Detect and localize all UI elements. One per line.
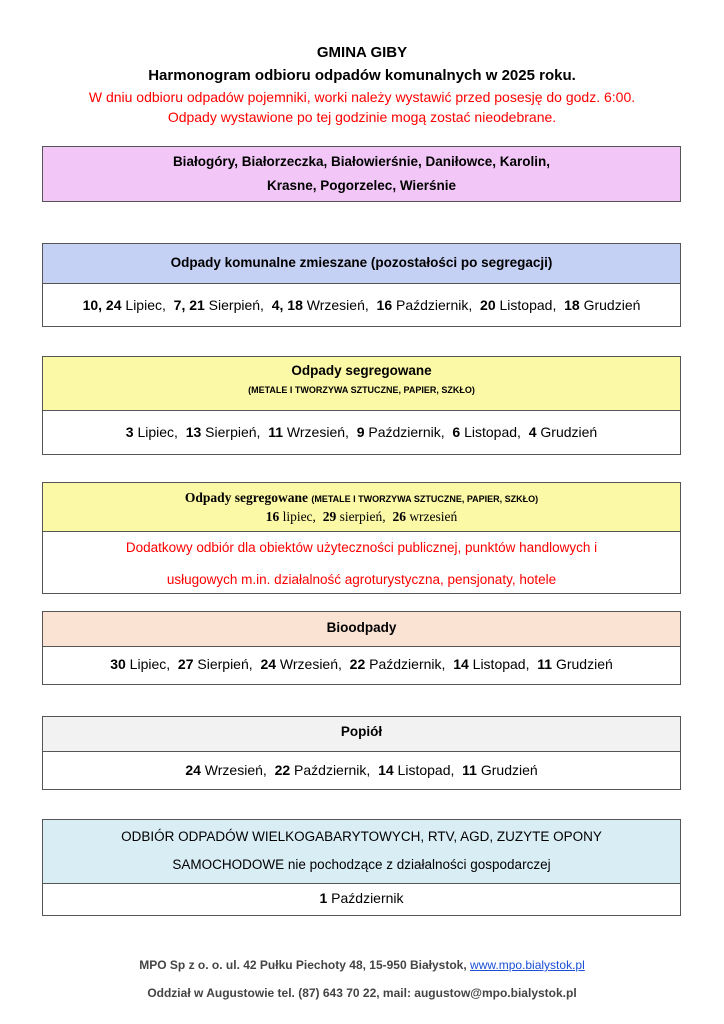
villages-line-1: Białogóry, Białorzeczka, Białowierśnie, Daniłowce, Karolin, — [172, 154, 551, 169]
date-month: Listopad, — [460, 424, 521, 440]
date-entry — [126, 424, 178, 440]
date-entry — [350, 656, 446, 672]
segregated-waste-dates — [43, 411, 680, 454]
date-days: 10, 24 — [82, 297, 122, 313]
date-entry — [378, 762, 454, 778]
segregated-extra-note — [43, 532, 680, 596]
date-days: 14 — [453, 656, 469, 672]
bulky-waste-header — [43, 820, 680, 884]
date-days: 11 — [462, 762, 477, 778]
segregated-waste-subtitle: (METALE I TWORZYWA SZTUCZNE, PAPIER, SZKŁO) — [248, 385, 475, 395]
date-entry — [260, 656, 341, 672]
document-title: GMINA GIBY — [316, 44, 408, 61]
date-month: Wrzesień, — [283, 424, 349, 440]
date-entry — [564, 297, 640, 313]
footer-address-text: MPO Sp z o. o. ul. 42 Pułku Piechoty 48, 15-950 Białystok, — [139, 958, 467, 972]
date-entry — [392, 509, 457, 524]
date-entry — [537, 656, 613, 672]
date-days: 3 — [125, 424, 134, 440]
date-month: Październik, — [365, 656, 446, 672]
date-days: 7, 21 — [173, 297, 205, 313]
segregated-extra-note-line-1: Dodatkowy odbiór dla obiektów użyteczności publicznej, punktów handlowych i — [125, 540, 598, 555]
segregated-waste-title: Odpady segregowane — [291, 363, 432, 378]
date-days: 20 — [480, 297, 496, 313]
date-month: Grudzień — [536, 424, 598, 440]
date-days: 6 — [452, 424, 461, 440]
date-entry — [357, 424, 445, 440]
date-entry — [186, 424, 261, 440]
mixed-waste-section — [42, 243, 681, 327]
date-entry — [462, 762, 538, 778]
date-month: wrzesień — [405, 509, 458, 524]
date-days: 14 — [378, 762, 394, 778]
date-entry — [266, 509, 316, 524]
segregated-waste-header — [43, 357, 680, 411]
segregated-extra-section — [42, 482, 681, 594]
bio-waste-title: Bioodpady — [43, 612, 680, 647]
date-month: Wrzesień, — [200, 762, 267, 778]
date-days: 22 — [274, 762, 291, 778]
villages-box — [42, 146, 681, 202]
notice-line-2: Odpady wystawione po tej godzinie mogą zostać nieodebrane. — [167, 109, 557, 125]
date-days: 26 — [392, 509, 406, 524]
date-month: Grudzień — [476, 762, 538, 778]
date-entry — [377, 297, 473, 313]
date-entry — [323, 509, 386, 524]
segregated-extra-title: Odpady segregowane (METALE I TWORZYWA SZTUCZNE, PAPIER, SZKŁO) — [184, 490, 539, 505]
date-month: Sierpień, — [201, 424, 261, 440]
footer-address — [0, 958, 724, 972]
date-days: 24 — [185, 762, 201, 778]
date-days: 22 — [349, 656, 366, 672]
segregated-extra-header — [43, 483, 680, 532]
date-entry — [480, 297, 556, 313]
villages-line-2: Krasne, Pogorzelec, Wierśnie — [267, 178, 456, 193]
date-month: Październik, — [290, 762, 371, 778]
bulky-waste-dates — [43, 884, 680, 915]
date-month: Październik — [327, 890, 404, 906]
date-month: lipiec, — [279, 509, 316, 524]
segregated-waste-section — [42, 356, 681, 455]
footer-contact: Oddział w Augustowie tel. (87) 643 70 22, mail: augustow@mpo.bialystok.pl — [147, 986, 577, 1000]
date-days: 11 — [268, 424, 284, 440]
date-entry — [268, 424, 349, 440]
date-days: 27 — [177, 656, 194, 672]
date-month: Grudzień — [579, 297, 641, 313]
date-days: 16 — [265, 509, 280, 524]
date-month: Sierpień, — [204, 297, 264, 313]
date-month: Wrzesień, — [276, 656, 342, 672]
bulky-waste-title-line-2: SAMOCHODOWE nie pochodzące z działalności gospodarczej — [172, 857, 551, 872]
date-month: Wrzesień, — [302, 297, 369, 313]
date-days: 11 — [537, 656, 553, 672]
date-entry — [178, 656, 253, 672]
bio-waste-section — [42, 611, 681, 685]
date-days: 4, 18 — [271, 297, 303, 313]
date-days: 9 — [356, 424, 365, 440]
date-entry — [453, 656, 529, 672]
date-days: 24 — [260, 656, 277, 672]
date-entry — [452, 424, 521, 440]
date-month: Listopad, — [468, 656, 530, 672]
date-month: Listopad, — [393, 762, 455, 778]
date-days: 29 — [322, 509, 337, 524]
date-month: Lipiec, — [133, 424, 178, 440]
date-entry — [110, 656, 170, 672]
date-entry — [529, 424, 598, 440]
ash-section — [42, 716, 681, 790]
date-month: Październik, — [392, 297, 473, 313]
date-days: 1 — [319, 890, 328, 906]
bio-waste-dates — [43, 647, 680, 684]
date-month: Lipiec, — [125, 656, 171, 672]
date-month: Listopad, — [495, 297, 557, 313]
document-subtitle: Harmonogram odbioru odpadów komunalnych w 2025 roku. — [148, 67, 576, 84]
mixed-waste-title: Odpady komunalne zmieszane (pozostałości po segregacji) — [43, 244, 680, 284]
website-link[interactable]: www.mpo.bialystok.pl — [470, 958, 585, 972]
date-month: Lipiec, — [121, 297, 166, 313]
date-days: 13 — [185, 424, 202, 440]
date-days: 18 — [564, 297, 580, 313]
date-month: Sierpień, — [193, 656, 253, 672]
date-entry — [174, 297, 264, 313]
date-entry — [185, 762, 266, 778]
bulky-waste-section — [42, 819, 681, 916]
date-month: Grudzień — [552, 656, 613, 672]
date-days: 16 — [376, 297, 393, 313]
date-entry — [275, 762, 371, 778]
segregated-extra-note-line-2: usługowych m.in. działalność agroturystyczna, pensjonaty, hotele — [166, 572, 557, 587]
ash-dates — [43, 752, 680, 789]
date-days: 4 — [528, 424, 537, 440]
date-entry — [83, 297, 166, 313]
date-entry — [272, 297, 369, 313]
bulky-waste-title-line-1: ODBIÓR ODPADÓW WIELKOGABARYTOWYCH, RTV, AGD, ZUZYTE OPONY — [121, 829, 602, 844]
date-entry — [319, 890, 403, 906]
ash-title: Popiół — [43, 717, 680, 752]
date-month: Październik, — [364, 424, 445, 440]
notice-line-1: W dniu odbioru odpadów pojemniki, worki należy wystawić przed posesję do godz. 6:00. — [88, 89, 636, 105]
date-month: sierpień, — [336, 509, 386, 524]
mixed-waste-dates — [43, 284, 680, 326]
date-days: 30 — [110, 656, 126, 672]
segregated-extra-dates — [43, 508, 680, 526]
